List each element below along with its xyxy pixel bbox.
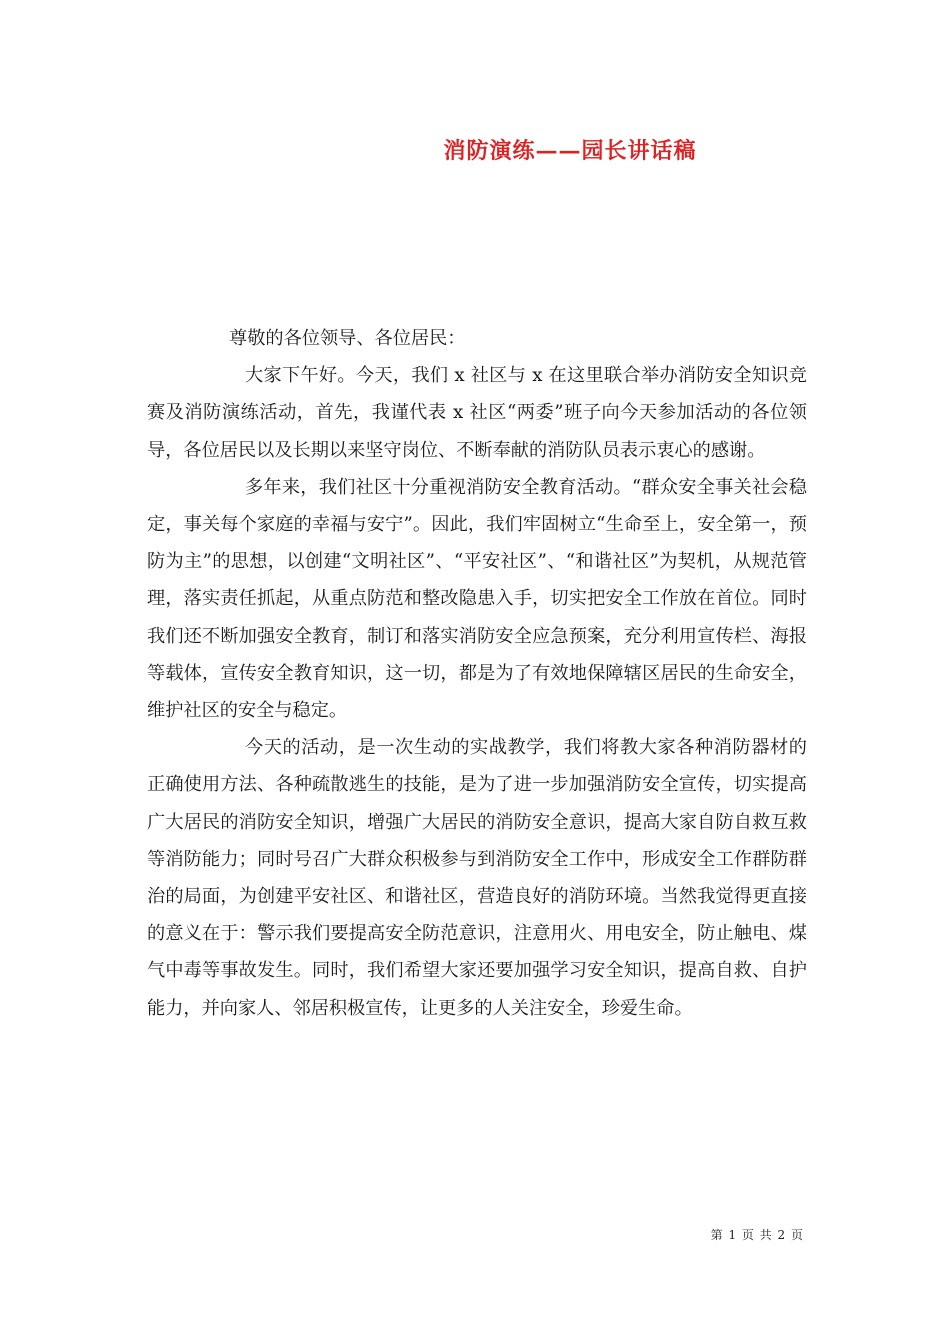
- paragraph-2: 多年来，我们社区十分重视消防安全教育活动。“群众安全事关社会稳定，事关每个家庭的幸福与安宁”。因此，我们牢固树立“生命至上，安全第一，预防为主”的思想，以创建“文明社区”、“平安社区”、“和谐社区”为契机，从规范管理，落实责任抓起，从重点防范和整改隐患入手，切实把安全工作放在首位。同时我们还不断加强安全教育，制订和落实消防安全应急预案，充分利用宣传栏、海报等载体，宣传安全教育知识，这一切，都是为了有效地保障辖区居民的生命安全，维护社区的安全与稳定。: [147, 476, 807, 722]
- paragraph-1: 大家下午好。今天，我们 x 社区与 x 在这里联合举办消防安全知识竞赛及消防演练活动，首先，我谨代表 x 社区“两委”班子向今天参加活动的各位领导，各位居民以及长期以来坚守岗位、不断奉献的消防队员表示衷心的感谢。: [147, 365, 807, 461]
- salutation: 尊敬的各位领导、各位居民：: [229, 328, 466, 349]
- document-body: [147, 320, 807, 1027]
- document-title: 消防演练——园长讲话稿: [443, 138, 697, 164]
- page-number-footer: 第 1 页 共 2 页: [710, 1228, 804, 1242]
- paragraph-3: 今天的活动，是一次生动的实战教学，我们将教大家各种消防器材的正确使用方法、各种疏散逃生的技能，是为了进一步加强消防安全宣传，切实提高广大居民的消防安全知识，增强广大居民的消防安全意识，提高大家自防自救互救等消防能力；同时号召广大群众积极参与到消防安全工作中，形成安全工作群防群治的局面，为创建平安社区、和谐社区，营造良好的消防环境。当然我觉得更直接的意义在于：警示我们要提高安全防范意识，注意用火、用电安全，防止触电、煤气中毒等事故发生。同时，我们希望大家还要加强学习安全知识，提高自救、自护能力，并向家人、邻居积极宣传，让更多的人关注安全，珍爱生命。: [147, 737, 807, 1019]
